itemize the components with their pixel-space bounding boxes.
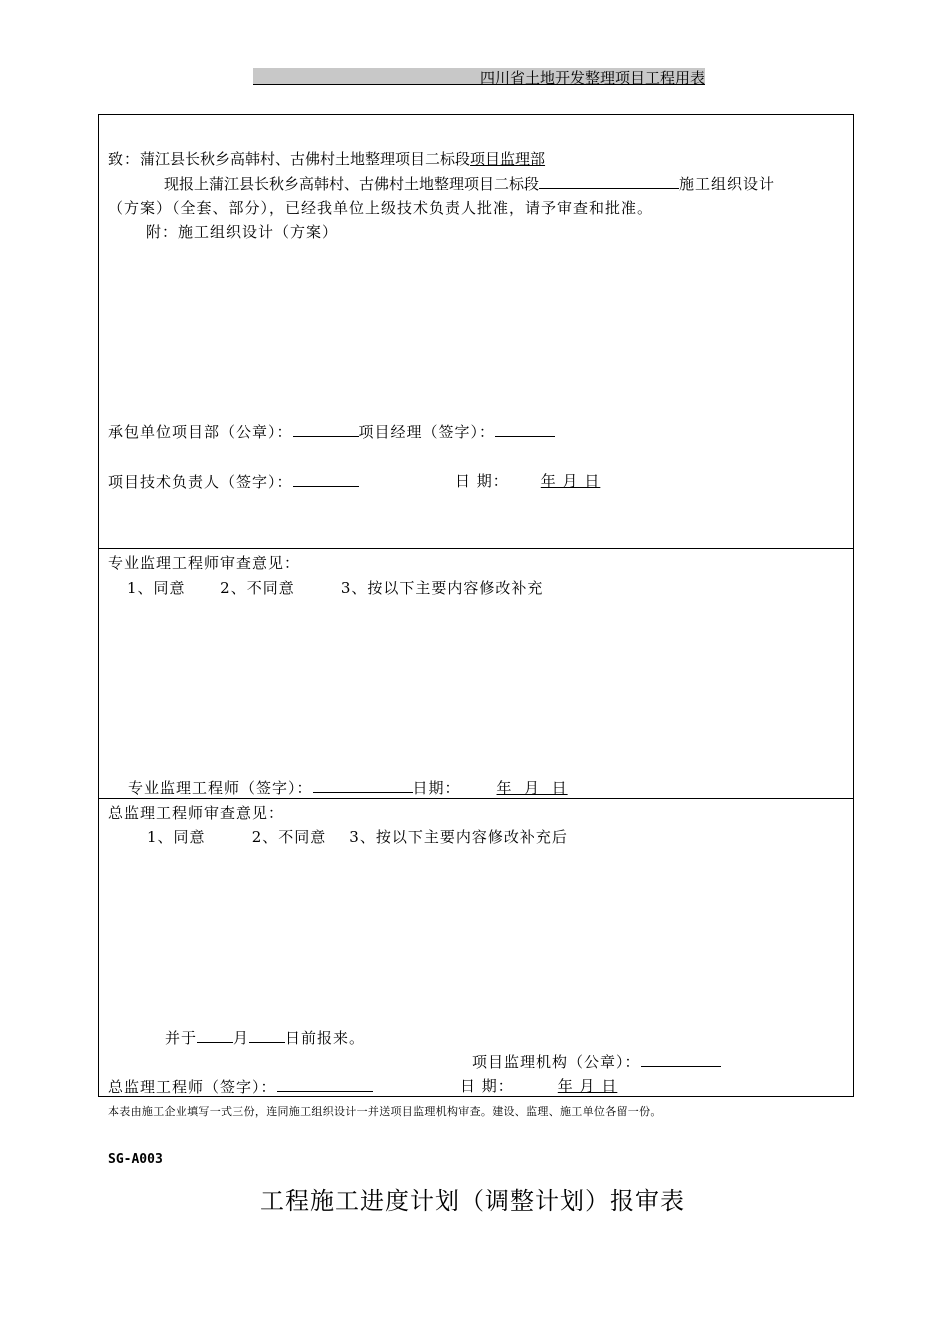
chief-sign-row (108, 1075, 373, 1097)
deadline-day-field[interactable] (249, 1026, 285, 1043)
org-seal-field[interactable] (641, 1050, 721, 1067)
addressee-org: 项目监理部 (470, 150, 546, 168)
report-line-a (164, 172, 775, 194)
manager-sign-field[interactable] (495, 420, 555, 437)
chief-sign-label: 总监理工程师（签字）： (108, 1078, 277, 1096)
date-row-1 (455, 470, 608, 491)
deadline-row (165, 1026, 365, 1048)
org-seal-label: 项目监理机构（公章）： (472, 1053, 641, 1071)
contractor-sign-row (108, 420, 555, 442)
deadline-text-a: 并于 (165, 1029, 198, 1047)
specialist-heading: 专业监理工程师审查意见： (108, 554, 301, 572)
chief-date-row (460, 1075, 619, 1096)
deadline-month-field[interactable] (197, 1026, 233, 1043)
tech-label: 项目技术负责人（签字）： (108, 473, 293, 491)
chief-heading: 总监理工程师审查意见： (108, 804, 285, 822)
specialist-sign-row (128, 776, 588, 798)
specialist-sign-field[interactable] (313, 776, 413, 793)
manager-label: 项目经理（签字）： (358, 423, 496, 441)
header-title: 四川省土地开发整理项目工程用表 (479, 71, 705, 87)
addressee-name: 蒲江县长秋乡高韩村、古佛村土地整理项目二标段 (140, 150, 471, 168)
header-bar (253, 68, 705, 85)
footnote: 本表由施工企业填写一式三份，连同施工组织设计一并送项目监理机构审查。建设、监理、施工单位各留一份。 (108, 1105, 662, 1118)
specialist-sign-label: 专业监理工程师（签字）： (128, 779, 313, 797)
deadline-text-b: 月 (233, 1029, 250, 1047)
report-line-b: （方案）（全套、部分），已经我单位上级技术负责人批准，请予审查和批准。 (108, 199, 654, 217)
specialist-date-label: 日期： (412, 779, 461, 797)
section-divider-1 (98, 548, 854, 549)
specialist-options: 1、同意 2、不同意 3、按以下主要内容修改补充 (127, 579, 544, 597)
tech-sign-field[interactable] (293, 470, 359, 487)
chief-sign-field[interactable] (277, 1075, 373, 1092)
tech-sign-row (108, 470, 359, 492)
design-name-field[interactable] (539, 172, 679, 189)
report-suffix-a: 施工组织设计 (679, 175, 776, 193)
report-text-a: 现报上蒲江县长秋乡高韩村、古佛村土地整理项目二标段 (164, 175, 540, 193)
date-field-1[interactable]: 年 月 日 (540, 472, 601, 490)
contractor-seal-field[interactable] (293, 420, 359, 437)
addressee-prefix: 致： (108, 150, 141, 168)
chief-date-label: 日 期： (460, 1077, 514, 1095)
form-title: 工程施工进度计划（调整计划）报审表 (260, 1187, 685, 1215)
addressee-line (108, 148, 545, 169)
attachment-line: 附：施工组织设计（方案） (146, 223, 339, 241)
form-table (98, 114, 854, 1097)
specialist-date-field[interactable]: 年 月 日 (496, 779, 568, 797)
form-code: SG-A003 (108, 1152, 163, 1167)
date-label-1: 日 期： (455, 472, 509, 490)
chief-options: 1、同意 2、不同意 3、按以下主要内容修改补充后 (147, 828, 568, 846)
org-seal-row (472, 1050, 721, 1072)
contractor-label: 承包单位项目部（公章）： (108, 423, 293, 441)
deadline-text-c: 日前报来。 (285, 1029, 366, 1047)
chief-date-field[interactable]: 年 月 日 (557, 1077, 618, 1095)
section-divider-2 (98, 798, 854, 799)
